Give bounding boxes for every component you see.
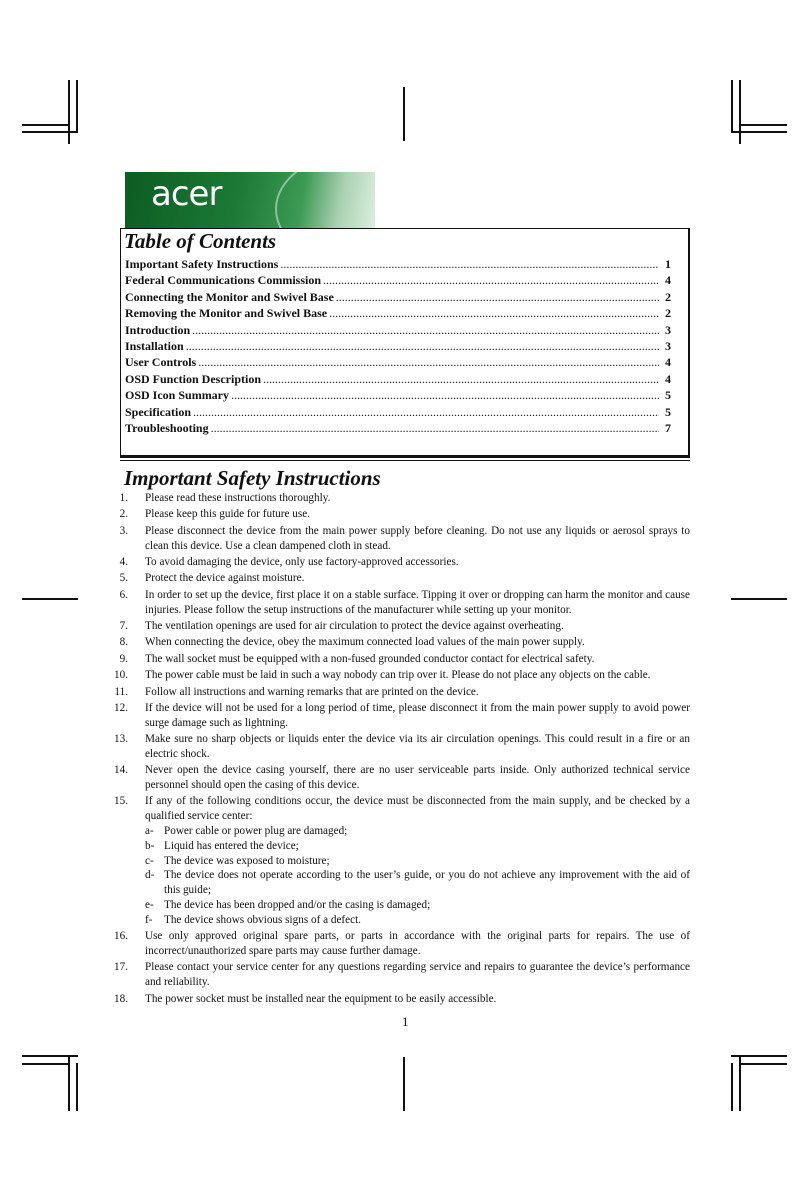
crop-mark (76, 80, 78, 132)
list-item (100, 960, 690, 990)
list-item (100, 794, 690, 927)
sub-item (145, 868, 690, 898)
toc-entry[interactable] (125, 322, 671, 338)
toc-shadow-right (688, 228, 690, 456)
toc-entry-page: 2 (665, 306, 671, 321)
toc-entry-page: 3 (665, 322, 671, 337)
sub-item (145, 854, 690, 869)
list-item (100, 763, 690, 793)
toc-leader (193, 404, 659, 420)
toc-leader (323, 272, 659, 288)
toc-entry[interactable] (125, 272, 671, 288)
sub-item (145, 913, 690, 928)
sub-item-label: c- (145, 854, 154, 867)
item-text: In order to set up the device, first place it on a stable surface. Tipping it over or dropping can harm the monitor and cause injuries. Please follow the setup instructions of the manufacturer while setting up your monitor. (145, 588, 690, 616)
toc-entry-label: Installation (125, 338, 184, 353)
sub-item-label: e- (145, 899, 154, 912)
toc-entry-page: 2 (665, 289, 671, 304)
toc-entry[interactable] (125, 420, 671, 436)
toc-double-rule (120, 455, 690, 458)
toc-entry-label: OSD Icon Summary (125, 388, 230, 403)
sub-item (145, 898, 690, 913)
toc-entry[interactable] (125, 387, 671, 403)
toc-leader (198, 354, 659, 370)
toc-leader (336, 289, 659, 305)
item-text: Make sure no sharp objects or liquids enter the device via its air circulation openings. This could result in a fire or an electric shock. (145, 733, 690, 760)
crop-mark (739, 1055, 741, 1111)
item-number: 10. (114, 669, 128, 682)
brand-logo: acer (151, 174, 222, 214)
crop-mark (22, 1055, 78, 1057)
toc-entry-label: OSD Function Description (125, 371, 262, 386)
item-number: 17. (114, 961, 128, 974)
item-number: 4. (119, 555, 128, 568)
crop-mark (731, 1055, 787, 1057)
sub-item-text: Power cable or power plug are damaged; (164, 825, 348, 838)
toc-entry-page: 3 (665, 338, 671, 353)
toc-leader (263, 371, 659, 387)
sub-item-text: The device shows obvious signs of a defect. (164, 913, 361, 926)
item-text: Use only approved original spare parts, or parts in accordance with the original parts for repairs. The use of incorrect/unauthorized spare parts may cause further damage. (145, 930, 690, 958)
safety-list (100, 491, 690, 1008)
sub-item-text: The device does not operate according to the user’s guide, or you do not achieve any improvement with the aid of this guide; (164, 869, 690, 897)
item-text: Please contact your service center for any questions regarding service and repairs to guarantee the device’s performance and reliability. (145, 961, 690, 989)
toc-entry-label: Introduction (125, 322, 191, 337)
toc-entry-page: 5 (665, 388, 671, 403)
sub-item-label: f- (145, 913, 153, 926)
sub-item-label: a- (145, 825, 154, 838)
sub-item-text: Liquid has entered the device; (164, 839, 299, 852)
crop-mark (22, 598, 78, 600)
toc-entry-page: 4 (665, 371, 671, 386)
item-text: The power socket must be installed near the equipment to be easily accessible. (145, 992, 497, 1005)
toc-entry-label: Troubleshooting (125, 420, 209, 435)
list-item (100, 524, 690, 554)
list-item (100, 507, 690, 522)
item-text: If the device will not be used for a long period of time, please disconnect it from the main power supply to avoid power surge damage such as lightning. (145, 701, 690, 729)
toc-title: Table of Contents (124, 229, 277, 253)
toc-entry-page: 5 (665, 404, 671, 419)
section-title: Important Safety Instructions (124, 466, 381, 490)
item-text: Please disconnect the device from the main power supply before cleaning. Do not use any liquids or aerosol sprays to clean this device. Use a clean dampened cloth in stead. (145, 524, 690, 552)
item-number: 3. (119, 524, 128, 537)
item-text: Protect the device against moisture. (145, 572, 305, 585)
item-text: To avoid damaging the device, only use factory-approved accessories. (145, 555, 459, 568)
toc-entry-label: Federal Communications Commission (125, 273, 321, 288)
item-number: 15. (114, 795, 128, 808)
list-item (100, 685, 690, 700)
item-number: 7. (119, 619, 128, 632)
list-item (100, 652, 690, 667)
list-item (100, 491, 690, 506)
crop-mark (740, 1063, 787, 1065)
item-number: 11. (114, 685, 128, 698)
toc-double-rule-thin (120, 460, 690, 461)
toc-entry-page: 4 (665, 273, 671, 288)
item-text: The ventilation openings are used for air circulation to protect the device against overheating. (145, 619, 564, 632)
logo-swoosh (275, 172, 375, 228)
sub-item (145, 839, 690, 854)
toc-entry[interactable] (125, 256, 671, 272)
list-item (100, 992, 690, 1007)
toc-list (125, 256, 671, 436)
item-text: Please read these instructions thoroughly. (145, 492, 331, 504)
crop-mark (22, 1063, 68, 1065)
sub-item-text: The device was exposed to moisture; (164, 854, 330, 867)
item-text: Never open the device casing yourself, there are no user serviceable parts inside. Only authorized technical service personnel should open the casing of this device. (145, 764, 690, 792)
sub-item-label: d- (145, 869, 155, 882)
item-text: If any of the following conditions occur, the device must be disconnected from the main supply, and be checked by a qualified service center: (145, 795, 690, 823)
item-number: 6. (119, 588, 128, 601)
list-item (100, 635, 690, 650)
toc-entry-label: Connecting the Monitor and Swivel Base (125, 289, 334, 304)
item-text: The power cable must be laid in such a way nobody can trip over it. Please do not place any objects on the cable. (145, 669, 651, 682)
toc-leader (211, 420, 659, 436)
crop-mark (739, 80, 741, 144)
crop-mark (22, 124, 68, 126)
list-item (100, 701, 690, 731)
sub-item-text: The device has been dropped and/or the casing is damaged; (164, 899, 431, 912)
sub-item (145, 824, 690, 839)
crop-mark (731, 80, 733, 132)
toc-entry-page: 4 (665, 355, 671, 370)
item-number: 1. (119, 492, 128, 504)
toc-entry-label: Removing the Monitor and Swivel Base (125, 306, 328, 321)
item-number: 12. (114, 701, 128, 714)
toc-entry-label: Specification (125, 404, 191, 419)
toc-entry[interactable] (125, 354, 671, 370)
list-item (100, 571, 690, 586)
toc-entry-page: 1 (665, 257, 671, 271)
item-text: The wall socket must be equipped with a non-fused grounded conductor contact for electrical safety. (145, 652, 595, 665)
toc-leader (329, 305, 659, 321)
crop-mark (22, 131, 78, 133)
item-number: 5. (119, 572, 128, 585)
item-number: 14. (114, 764, 128, 777)
item-number: 18. (114, 992, 128, 1005)
crop-mark (76, 1063, 78, 1111)
list-item (100, 555, 690, 570)
crop-mark (403, 87, 405, 141)
toc-entry[interactable] (125, 338, 671, 354)
crop-mark (731, 1063, 733, 1111)
crop-mark (403, 1057, 405, 1111)
page-number: 1 (402, 1014, 409, 1029)
toc-entry[interactable] (125, 289, 671, 305)
toc-entry-label: Important Safety Instructions (125, 257, 279, 271)
toc-entry[interactable] (125, 404, 671, 420)
item-body (145, 794, 690, 927)
toc-leader (192, 322, 659, 338)
crop-mark (740, 124, 787, 126)
list-item (100, 929, 690, 959)
list-item (100, 588, 690, 618)
crop-mark (68, 80, 70, 144)
toc-entry-page: 7 (665, 420, 671, 435)
toc-leader (186, 338, 659, 354)
toc-leader (231, 387, 659, 403)
item-number: 8. (119, 636, 128, 649)
item-number: 16. (114, 930, 128, 943)
acer-logo-banner (125, 172, 375, 228)
crop-mark (731, 598, 787, 600)
item-number: 2. (119, 508, 128, 521)
item-text: Follow all instructions and warning remarks that are printed on the device. (145, 685, 479, 698)
list-item (100, 619, 690, 634)
list-item (100, 668, 690, 683)
item-text: When connecting the device, obey the maximum connected load values of the main power supply. (145, 636, 585, 649)
item-number: 13. (114, 733, 128, 746)
toc-entry-label: User Controls (125, 355, 197, 370)
toc-leader (280, 256, 659, 272)
toc-entry[interactable] (125, 305, 671, 321)
toc-entry[interactable] (125, 371, 671, 387)
sub-item-label: b- (145, 839, 155, 852)
crop-mark (68, 1055, 70, 1111)
list-item (100, 732, 690, 762)
item-number: 9. (119, 652, 128, 665)
item-text: Please keep this guide for future use. (145, 508, 310, 521)
